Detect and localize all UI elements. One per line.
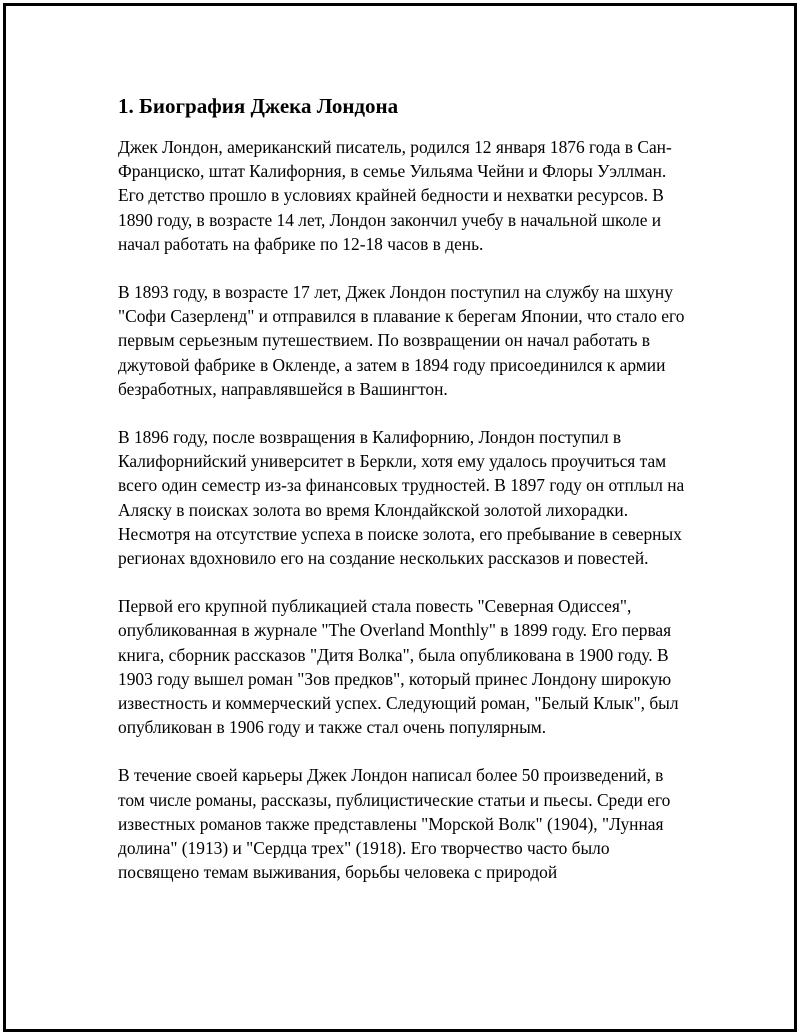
- paragraph-3: В 1896 году, после возвращения в Калифорнию, Лондон поступил в Калифорнийский университет в Беркли, хотя ему удалось проучиться там всего один семестр из-за финансовых трудностей. В 1897 году он отплыл на Аляску в поисках золота во время Клондайкской золотой лихорадки. Несмотря на отсутствие успеха в поиске золота, его пребывание в северных регионах вдохновило его на создание нескольких рассказов и повестей.: [118, 427, 685, 569]
- document-body: [118, 91, 688, 908]
- paragraph-2: В 1893 году, в возрасте 17 лет, Джек Лондон поступил на службу на шхуну "Софи Сазерленд" и отправился в плавание к берегам Японии, что стало его первым серьезным путешествием. По возвращении он начал работать в джутовой фабрике в Окленде, а затем в 1894 году присоединился к армии безработных, направлявшейся в Вашингтон.: [118, 282, 685, 399]
- section-heading: 1. Биография Джека Лондона: [118, 94, 399, 118]
- paragraph-5: В течение своей карьеры Джек Лондон написал более 50 произведений, в том числе романы, рассказы, публицистические статьи и пьесы. Среди его известных романов также представлены "Морской Волк" (1904), "Лунная долина" (1913) и "Сердца трех" (1918). Его творчество часто было посвящено темам выживания, борьбы человека с природой: [118, 765, 671, 883]
- paragraph-1: Джек Лондон, американский писатель, родился 12 января 1876 года в Сан-Франциско, штат Калифорния, в семье Уильяма Чейни и Флоры Уэллман. Его детство прошло в условиях крайней бедности и нехватки ресурсов. В 1890 году, в возрасте 14 лет, Лондон закончил учебу в начальной школе и начал работать на фабрике по 12-18 часов в день.: [118, 137, 672, 254]
- paragraph-4: Первой его крупной публикацией стала повесть "Северная Одиссея", опубликованная в журнале "The Overland Monthly" в 1899 году. Его первая книга, сборник рассказов "Дитя Волка", была опубликована в 1900 году. В 1903 году вышел роман "Зов предков", который принес Лондону широкую известность и коммерческий успех. Следующий роман, "Белый Клык", был опубликован в 1906 году и также стал очень популярным.: [118, 596, 679, 738]
